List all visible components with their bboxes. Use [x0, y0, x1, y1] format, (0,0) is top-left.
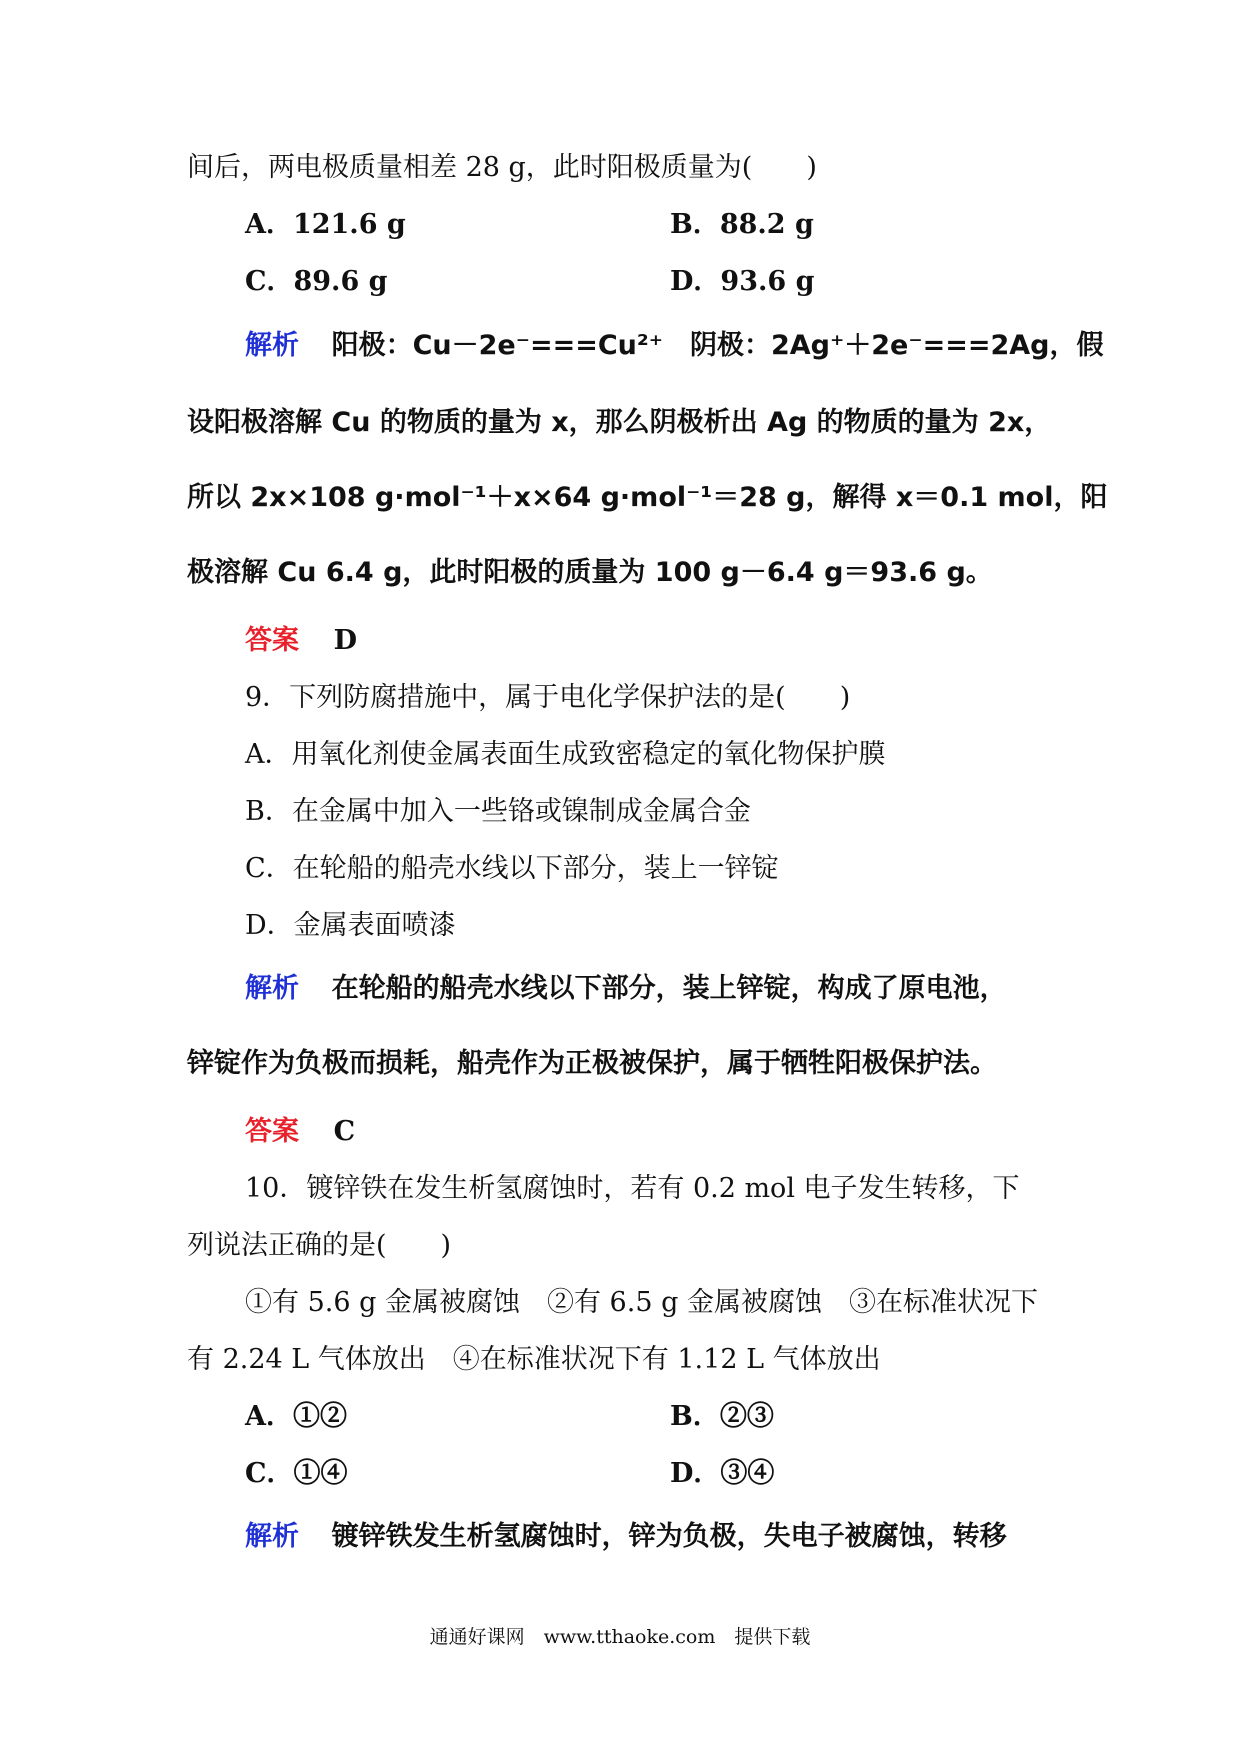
q8-analysis-line-1: 阳极：Cu－2e⁻===Cu²⁺ 阴极：2Ag⁺＋2e⁻===2Ag，假 — [331, 330, 1104, 361]
q8-analysis-row — [245, 326, 1103, 366]
q10-option-a: A．①② — [245, 1401, 347, 1432]
q8-option-a: A．121.6 g — [245, 209, 406, 240]
q9-stem: 9．下列防腐措施中，属于电化学保护法的是( ) — [245, 682, 851, 713]
q9-option-d: D．金属表面喷漆 — [245, 910, 456, 941]
q9-answer-value: C — [333, 1116, 356, 1147]
q9-answer-row — [245, 1112, 355, 1152]
q8-answer-value: D — [333, 625, 358, 656]
q10-stem-line-2: 列说法正确的是( ) — [187, 1230, 452, 1261]
q8-analysis-line-3: 所以 2x×108 g·mol⁻¹＋x×64 g·mol⁻¹＝28 g，解得 x＝0.1 mol，阳 — [187, 482, 1108, 513]
answer-label: 答案 — [245, 625, 299, 656]
q9-option-b: B．在金属中加入一些铬或镍制成金属合金 — [245, 796, 751, 827]
q8-analysis-line-4: 极溶解 Cu 6.4 g，此时阳极的质量为 100 g－6.4 g＝93.6 g。 — [187, 557, 993, 588]
q9-analysis-line-1: 在轮船的船壳水线以下部分，装上锌锭，构成了原电池， — [331, 973, 1007, 1004]
q10-statement-line-1: ①有 5.6 g 金属被腐蚀 ②有 6.5 g 金属被腐蚀 ③在标准状况下 — [245, 1287, 1038, 1318]
q9-analysis-line-2: 锌锭作为负极而损耗，船壳作为正极被保护，属于牺牲阳极保护法。 — [187, 1048, 997, 1079]
q10-option-b: B．②③ — [670, 1401, 774, 1432]
q10-analysis-line-1: 镀锌铁发生析氢腐蚀时，锌为负极，失电子被腐蚀，转移 — [331, 1521, 1007, 1552]
analysis-label: 解析 — [245, 1521, 299, 1552]
q8-stem-tail: 间后，两电极质量相差 28 g，此时阳极质量为( ) — [187, 152, 817, 183]
q8-option-c: C．89.6 g — [245, 266, 388, 297]
q9-option-c: C．在轮船的船壳水线以下部分，装上一锌锭 — [245, 853, 779, 884]
q10-option-d: D．③④ — [670, 1458, 775, 1489]
analysis-label: 解析 — [245, 330, 299, 361]
q10-option-c: C．①④ — [245, 1458, 348, 1489]
q8-option-b: B．88.2 g — [670, 209, 814, 240]
q9-option-a: A．用氧化剂使金属表面生成致密稳定的氧化物保护膜 — [245, 739, 886, 770]
q8-analysis-line-2: 设阳极溶解 Cu 的物质的量为 x，那么阴极析出 Ag 的物质的量为 2x， — [187, 407, 1052, 438]
q10-statement-line-2: 有 2.24 L 气体放出 ④在标准状况下有 1.12 L 气体放出 — [187, 1344, 881, 1375]
answer-label: 答案 — [245, 1116, 299, 1147]
q10-stem-line-1: 10．镀锌铁在发生析氢腐蚀时，若有 0.2 mol 电子发生转移，下 — [245, 1173, 1020, 1204]
page-footer: 通通好课网 www.tthaoke.com 提供下载 — [429, 1626, 811, 1648]
analysis-label: 解析 — [245, 973, 299, 1004]
q8-option-d: D．93.6 g — [670, 266, 815, 297]
q8-answer-row — [245, 621, 357, 661]
q10-analysis-row — [245, 1517, 1007, 1557]
q9-analysis-row — [245, 969, 1007, 1009]
